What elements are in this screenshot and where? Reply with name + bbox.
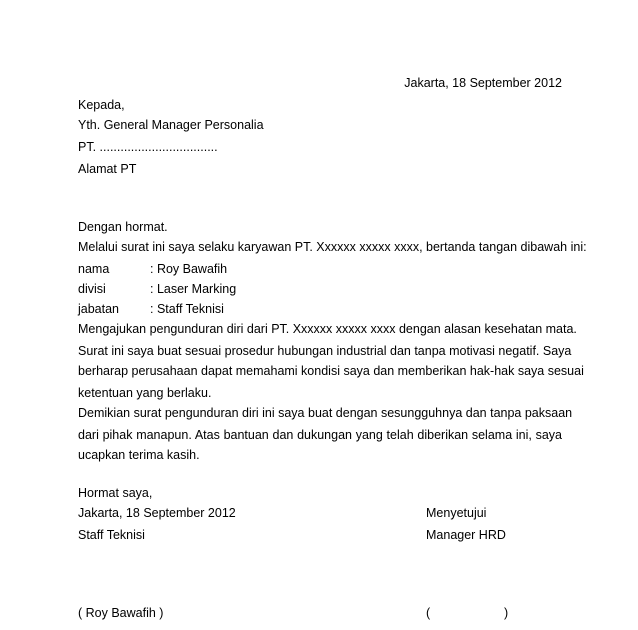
field-jabatan — [78, 302, 224, 317]
recipient-address: Alamat PT — [78, 162, 137, 176]
recipient-line-2: Yth. General Manager Personalia — [78, 118, 264, 132]
field-value: : Roy Bawafih — [150, 262, 228, 276]
sender-date: Jakarta, 18 September 2012 — [78, 506, 236, 520]
approver-name-close: ) — [504, 606, 509, 620]
body-line: Mengajukan pengunduran diri dari PT. Xxxxxx xxxxx xxxx dengan alasan kesehatan mata. — [78, 322, 577, 336]
field-label: jabatan — [78, 302, 120, 316]
approver-position: Manager HRD — [426, 528, 506, 542]
field-nama — [78, 262, 227, 277]
place-date: Jakarta, 18 September 2012 — [404, 76, 562, 90]
field-value: : Staff Teknisi — [150, 302, 224, 316]
closing-line: ucapkan terima kasih. — [78, 448, 200, 462]
signoff: Hormat saya, — [78, 486, 153, 500]
greeting: Dengan hormat. — [78, 220, 168, 234]
field-divisi — [78, 282, 236, 297]
body-line: Surat ini saya buat sesuai prosedur hubungan industrial dan tanpa motivasi negatif. Saya — [78, 344, 572, 358]
field-value: : Laser Marking — [150, 282, 237, 296]
approval-label: Menyetujui — [426, 506, 487, 520]
sender-position: Staff Teknisi — [78, 528, 145, 542]
field-label: nama — [78, 262, 110, 276]
approver-name-open: ( — [426, 606, 431, 620]
sender-name: ( Roy Bawafih ) — [78, 606, 164, 620]
intro-line: Melalui surat ini saya selaku karyawan PT. Xxxxxx xxxxx xxxx, bertanda tangan dibawah ini: — [78, 240, 587, 254]
recipient-line-1: Kepada, — [78, 98, 125, 112]
field-label: divisi — [78, 282, 106, 296]
closing-line: dari pihak manapun. Atas bantuan dan dukungan yang telah diberikan selama ini, saya — [78, 428, 562, 442]
body-line: berharap perusahaan dapat memahami kondisi saya dan memberikan hak-hak saya sesuai — [78, 364, 584, 378]
closing-line: Demikian surat pengunduran diri ini saya buat dengan sesungguhnya dan tanpa paksaan — [78, 406, 573, 420]
body-line: ketentuan yang berlaku. — [78, 386, 212, 400]
recipient-line-3: PT. .................................. — [78, 140, 218, 154]
